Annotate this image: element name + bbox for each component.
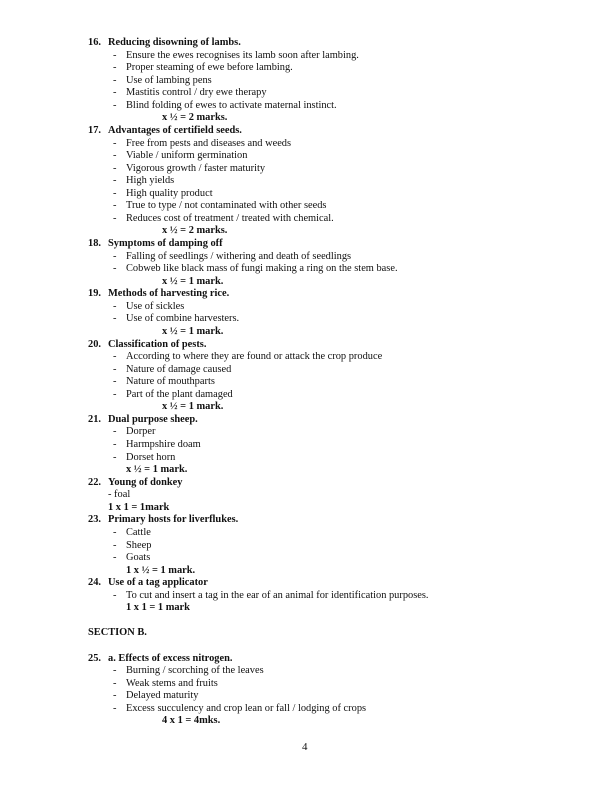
blank	[0, 615, 612, 628]
question-number: 23.	[88, 514, 101, 526]
question-title: Primary hosts for liverflukes.	[108, 514, 239, 526]
answer-text: Vigorous growth / faster maturity	[126, 162, 266, 174]
question-number: 24.	[88, 577, 101, 589]
bullet-dash: -	[113, 137, 117, 149]
answer-item	[0, 251, 612, 264]
bullet-dash: -	[113, 589, 117, 601]
bullet-dash: -	[113, 99, 117, 111]
question-number: 20.	[88, 338, 101, 350]
bullet-dash: -	[113, 212, 117, 224]
answer-item	[0, 313, 612, 326]
question-heading	[0, 653, 612, 666]
marks-allocation: x ½ = 1 mark.	[162, 401, 224, 413]
answer-item	[0, 75, 612, 88]
answer-item	[0, 188, 612, 201]
answer-item	[0, 200, 612, 213]
question-number: 16.	[88, 37, 101, 48]
question-title: Advantages of certifield seeds.	[108, 124, 242, 136]
answer-item	[0, 62, 612, 75]
question-heading	[0, 125, 612, 138]
answer-item	[0, 439, 612, 452]
question-heading	[0, 339, 612, 352]
answer-text: Reduces cost of treatment / treated with chemical.	[126, 212, 334, 224]
question-title: Reducing disowning of lambs.	[108, 37, 241, 48]
answer-text: - foal	[108, 489, 131, 501]
answer-item	[0, 552, 612, 565]
bullet-dash: -	[113, 526, 117, 538]
answer-text: Cobweb like black mass of fungi making a ring on the stem base.	[126, 263, 398, 275]
marks-allocation: x ½ = 1 mark.	[126, 464, 188, 476]
answer-text: Nature of mouthparts	[126, 376, 215, 388]
answer-item	[0, 100, 612, 113]
answer-text: Excess succulency and crop lean or fall / lodging of crops	[126, 702, 367, 714]
question-title: a. Effects of excess nitrogen.	[108, 652, 233, 664]
bullet-dash: -	[113, 690, 117, 702]
question-number: 22.	[88, 476, 101, 488]
question-heading	[0, 238, 612, 251]
bullet-dash: -	[113, 175, 117, 187]
answer-text: High yields	[126, 175, 175, 187]
answer-text: Use of lambing pens	[126, 74, 212, 86]
bullet-dash: -	[113, 150, 117, 162]
answer-text: Use of combine harvesters.	[126, 313, 240, 325]
answer-item	[0, 50, 612, 63]
bullet-dash: -	[113, 263, 117, 275]
bullet-dash: -	[113, 439, 117, 450]
answer-text: Falling of seedlings / withering and death of seedlings	[126, 250, 352, 262]
answer-item	[0, 376, 612, 389]
section-heading	[0, 627, 612, 640]
marks-line	[0, 602, 612, 615]
answer-item	[0, 175, 612, 188]
answer-item	[0, 364, 612, 377]
answer-text: Blind folding of ewes to activate maternal instinct.	[126, 99, 337, 111]
answer-text: Proper steaming of ewe before lambing.	[126, 62, 293, 74]
answer-item	[0, 665, 612, 678]
marks-allocation: x ½ = 2 marks.	[162, 225, 228, 237]
bullet-dash: -	[113, 351, 117, 363]
marks-allocation: x ½ = 1 mark.	[162, 325, 224, 337]
marks-line	[0, 401, 612, 414]
question-number: 19.	[88, 288, 101, 300]
answer-text: Mastitis control / dry ewe therapy	[126, 87, 267, 99]
answer-item	[0, 678, 612, 691]
answer-text: Delayed maturity	[126, 690, 199, 702]
answer-item	[0, 301, 612, 314]
marks-line	[0, 464, 612, 477]
marks-line	[0, 276, 612, 289]
answer-item	[0, 87, 612, 100]
answer-text: Part of the plant damaged	[126, 388, 233, 400]
marks-allocation: 1 x 1 = 1 mark	[126, 602, 190, 614]
answer-item	[0, 452, 612, 465]
marks-line	[0, 715, 612, 728]
answer-text: To cut and insert a tag in the ear of an animal for identification purposes.	[126, 589, 429, 601]
answer-item	[0, 540, 612, 553]
marks-allocation: 4 x 1 = 4mks.	[162, 715, 221, 727]
answer-item	[0, 426, 612, 439]
answer-text: Harmpshire doam	[126, 439, 201, 450]
answer-item	[0, 527, 612, 540]
answer-text: Weak stems and fruits	[126, 677, 218, 689]
marks-line	[0, 502, 612, 515]
answer-item	[0, 351, 612, 364]
bullet-dash: -	[113, 300, 117, 312]
bullet-dash: -	[113, 388, 117, 400]
blank	[0, 640, 612, 653]
marks-line	[0, 225, 612, 238]
question-title: Dual purpose sheep.	[108, 413, 198, 425]
bullet-dash: -	[113, 313, 117, 325]
question-heading	[0, 37, 612, 50]
answer-text: True to type / not contaminated with other seeds	[126, 200, 327, 212]
marks-line	[0, 112, 612, 125]
answer-text: Ensure the ewes recognises its lamb soon after lambing.	[126, 49, 359, 61]
section-title: SECTION B.	[88, 627, 147, 639]
bullet-dash: -	[113, 49, 117, 61]
marks-allocation: 1 x ½ = 1 mark.	[126, 564, 196, 576]
bullet-dash: -	[113, 74, 117, 86]
bullet-dash: -	[113, 426, 117, 438]
bullet-dash: -	[113, 702, 117, 714]
answer-text: Cattle	[126, 526, 151, 538]
answer-item	[0, 489, 612, 502]
answer-text: Dorset horn	[126, 451, 176, 463]
answer-text: Free from pests and diseases and weeds	[126, 137, 292, 149]
answer-text: Nature of damage caused	[126, 363, 232, 375]
question-title: Classification of pests.	[108, 338, 207, 350]
marking-scheme-page	[0, 37, 612, 728]
answer-item	[0, 263, 612, 276]
answer-text: Viable / uniform germination	[126, 150, 248, 162]
bullet-dash: -	[113, 552, 117, 564]
bullet-dash: -	[113, 250, 117, 262]
answer-item	[0, 389, 612, 402]
answer-item	[0, 213, 612, 226]
question-heading	[0, 514, 612, 527]
answer-text: Goats	[126, 552, 151, 564]
answer-text: Sheep	[126, 539, 152, 551]
question-heading	[0, 288, 612, 301]
question-number: 25.	[88, 652, 101, 664]
question-number: 18.	[88, 238, 101, 249]
answer-item	[0, 150, 612, 163]
question-title: Symptoms of damping off	[108, 238, 223, 249]
answer-item	[0, 138, 612, 151]
marks-allocation: x ½ = 2 marks.	[162, 112, 228, 124]
bullet-dash: -	[113, 539, 117, 551]
question-title: Methods of harvesting rice.	[108, 288, 230, 300]
question-number: 17.	[88, 124, 101, 136]
bullet-dash: -	[113, 162, 117, 174]
answer-text: According to where they are found or attack the crop produce	[126, 351, 383, 363]
answer-item	[0, 590, 612, 603]
question-heading	[0, 577, 612, 590]
marks-line	[0, 326, 612, 339]
bullet-dash: -	[113, 87, 117, 99]
bullet-dash: -	[113, 665, 117, 677]
bullet-dash: -	[113, 187, 117, 199]
marks-allocation: x ½ = 1 mark.	[162, 275, 224, 287]
bullet-dash: -	[113, 677, 117, 689]
question-title: Use of a tag applicator	[108, 577, 208, 589]
answer-item	[0, 163, 612, 176]
page-number: 4	[302, 741, 308, 753]
answer-text: Burning / scorching of the leaves	[126, 665, 264, 677]
marks-line	[0, 565, 612, 578]
question-number: 21.	[88, 413, 101, 425]
answer-text: Dorper	[126, 426, 156, 438]
bullet-dash: -	[113, 363, 117, 375]
answer-text: Use of sickles	[126, 300, 185, 312]
bullet-dash: -	[113, 451, 117, 463]
bullet-dash: -	[113, 200, 117, 212]
question-heading	[0, 477, 612, 490]
question-title: Young of donkey	[108, 476, 183, 488]
answer-item	[0, 703, 612, 716]
answer-item	[0, 690, 612, 703]
bullet-dash: -	[113, 376, 117, 388]
marks-allocation: 1 x 1 = 1mark	[108, 501, 170, 513]
question-heading	[0, 414, 612, 427]
bullet-dash: -	[113, 62, 117, 74]
answer-text: High quality product	[126, 187, 213, 199]
